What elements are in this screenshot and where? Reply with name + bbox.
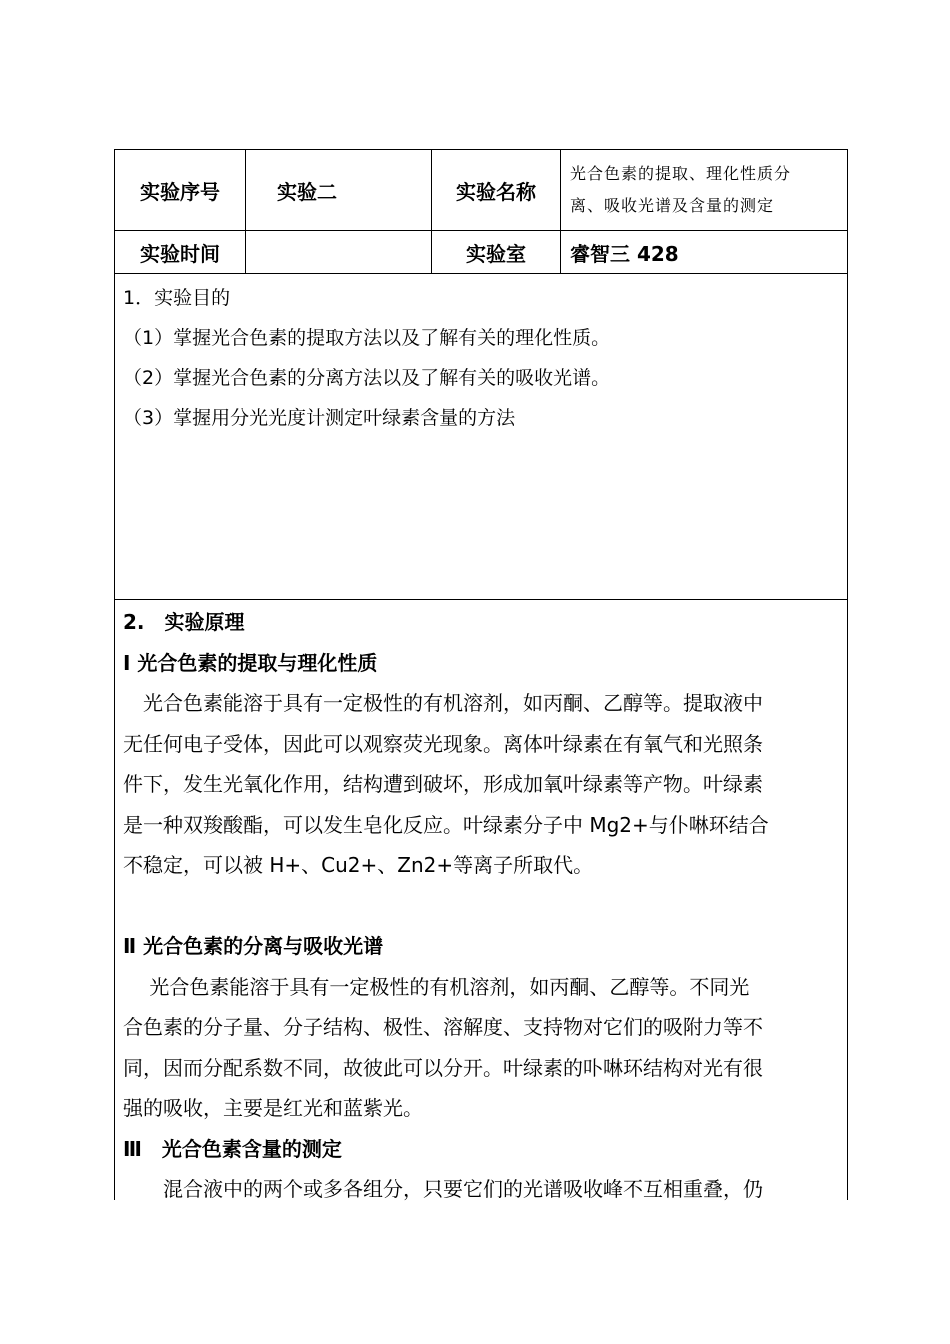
purpose-item: （2）掌握光合色素的分离方法以及了解有关的吸收光谱。: [123, 367, 611, 389]
purpose-section: [115, 274, 847, 600]
seq-value: 实验二: [277, 179, 337, 204]
time-value: [246, 231, 431, 273]
principle-section: [115, 600, 847, 1210]
name-value-line-1: 光合色素的提取、理化性质分: [570, 164, 792, 183]
name-value-line-2: 离、吸收光谱及含量的测定: [570, 196, 775, 215]
paragraph-line: 光合色素能溶于具有一定极性的有机溶剂，如丙酮、乙醇等。不同光: [123, 974, 750, 999]
paragraph-line: 强的吸收，主要是红光和蓝紫光。: [123, 1096, 423, 1120]
part1-title: Ⅰ 光合色素的提取与理化性质: [123, 650, 378, 675]
part3-title: Ⅲ 光合色素含量的测定: [123, 1136, 342, 1161]
paragraph-line: 同，因而分配系数不同，故彼此可以分开。叶绿素的卟啉环结构对光有很: [123, 1055, 763, 1080]
paragraph-line: 混合液中的两个或多各组分，只要它们的光谱吸收峰不互相重叠，仍: [123, 1177, 763, 1201]
time-label: 实验时间: [140, 241, 220, 266]
paragraph-line: 光合色素能溶于具有一定极性的有机溶剂，如丙酮、乙醇等。提取液中: [123, 691, 763, 715]
header-row-1: [115, 150, 847, 231]
paragraph-line: 无任何电子受体，因此可以观察荧光现象。离体叶绿素在有氧气和光照条: [123, 731, 763, 756]
lab-value: 睿智三 428: [570, 241, 679, 266]
purpose-item: （1）掌握光合色素的提取方法以及了解有关的理化性质。: [123, 327, 611, 349]
header-row-2: [115, 231, 847, 274]
paragraph-line: 是一种双羧酸酯，可以发生皂化反应。叶绿素分子中 Mg2+与仆啉环结合: [123, 812, 769, 837]
seq-label: 实验序号: [140, 179, 220, 204]
experiment-report-table: [114, 149, 848, 1200]
name-label: 实验名称: [456, 179, 536, 204]
purpose-title: 1．实验目的: [123, 287, 231, 309]
name-value: [561, 150, 849, 230]
principle-title: 2. 实验原理: [123, 610, 245, 634]
paragraph-line: 合色素的分子量、分子结构、极性、溶解度、支持物对它们的吸附力等不: [123, 1015, 763, 1039]
paragraph-line: 不稳定，可以被 H+、Cu2+、Zn2+等离子所取代。: [123, 853, 594, 877]
purpose-item: （3）掌握用分光光度计测定叶绿素含量的方法: [123, 407, 516, 429]
paragraph-line: 件下，发生光氧化作用，结构遭到破坏，形成加氧叶绿素等产物。叶绿素: [123, 772, 763, 796]
lab-label: 实验室: [466, 241, 526, 266]
part2-title: Ⅱ 光合色素的分离与吸收光谱: [123, 934, 384, 958]
